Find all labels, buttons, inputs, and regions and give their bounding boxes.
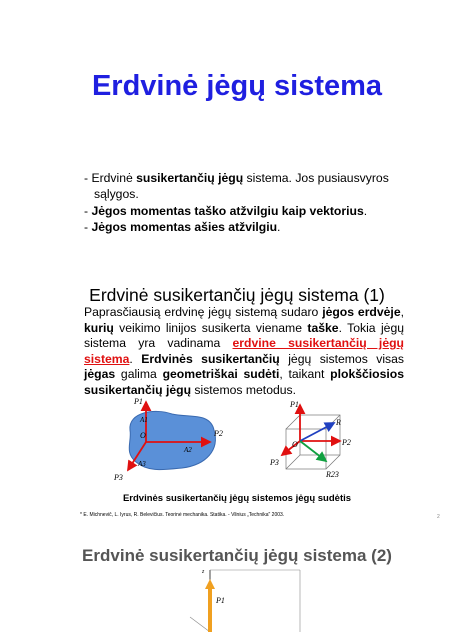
- footnote: * E. Michnevič, L. Iyrus, R. Belevičius. Teorinė mechanika. Statika. - Vilnius „Technika" 2003.: [80, 512, 285, 518]
- label-P3: P3: [114, 473, 123, 482]
- label-P1: P1: [290, 400, 299, 409]
- label-A1: A1: [140, 416, 148, 424]
- label-P2: P2: [214, 429, 223, 438]
- label-A3: A3: [138, 460, 146, 468]
- label-O: O: [140, 431, 146, 440]
- slide-3-figure: [180, 565, 320, 632]
- label-z: z: [202, 569, 205, 575]
- figure-caption: Erdvinės susikertančių jėgų sistemos jėgų sudėtis: [122, 493, 352, 504]
- slide-title: Erdvinė susikertančių jėgų sistema (2): [82, 546, 392, 565]
- bullet-item: - Jėgos momentas taško atžvilgiu kaip vektorius.: [84, 203, 368, 218]
- bullet-item: - Jėgos momentas ašies atžvilgiu.: [84, 220, 281, 235]
- left-force-figure: [110, 390, 235, 490]
- bullet-list: [84, 170, 389, 236]
- bullet-item: - Erdvinė susikertančių jėgų sistema. Jos pusiausvyros: [84, 171, 389, 185]
- label-R: R: [336, 418, 341, 427]
- label-P1: P1: [134, 397, 143, 406]
- bullet-item: sąlygos.: [94, 187, 139, 202]
- label-P2: P2: [342, 438, 351, 447]
- right-force-figure: [262, 395, 382, 490]
- slide-title: Erdvinė jėgų sistema: [91, 70, 383, 102]
- label-O: O: [292, 440, 298, 449]
- label-A2: A2: [184, 446, 192, 454]
- page-number: 2: [437, 514, 440, 520]
- label-R23: R23: [326, 470, 339, 479]
- label-P3: P3: [270, 458, 279, 467]
- body-paragraph: Paprasčiausią erdvinę jėgų sistemą sudaro jėgos erdvėje, kurių veikimo linijos susikerta viename taške. Tokia jėgų sistema yra vadinama erdvine susikertančių jėgų sistema. Erdvinės susikertančių jėgų sistemos visas jėgas galima geometriškai sudėti, taikant plokščiosios susikertančių jėgų sistemos metodus.: [84, 305, 405, 397]
- slide-title: Erdvinė susikertančių jėgų sistema (1): [89, 285, 385, 305]
- label-P1: P1: [216, 596, 225, 605]
